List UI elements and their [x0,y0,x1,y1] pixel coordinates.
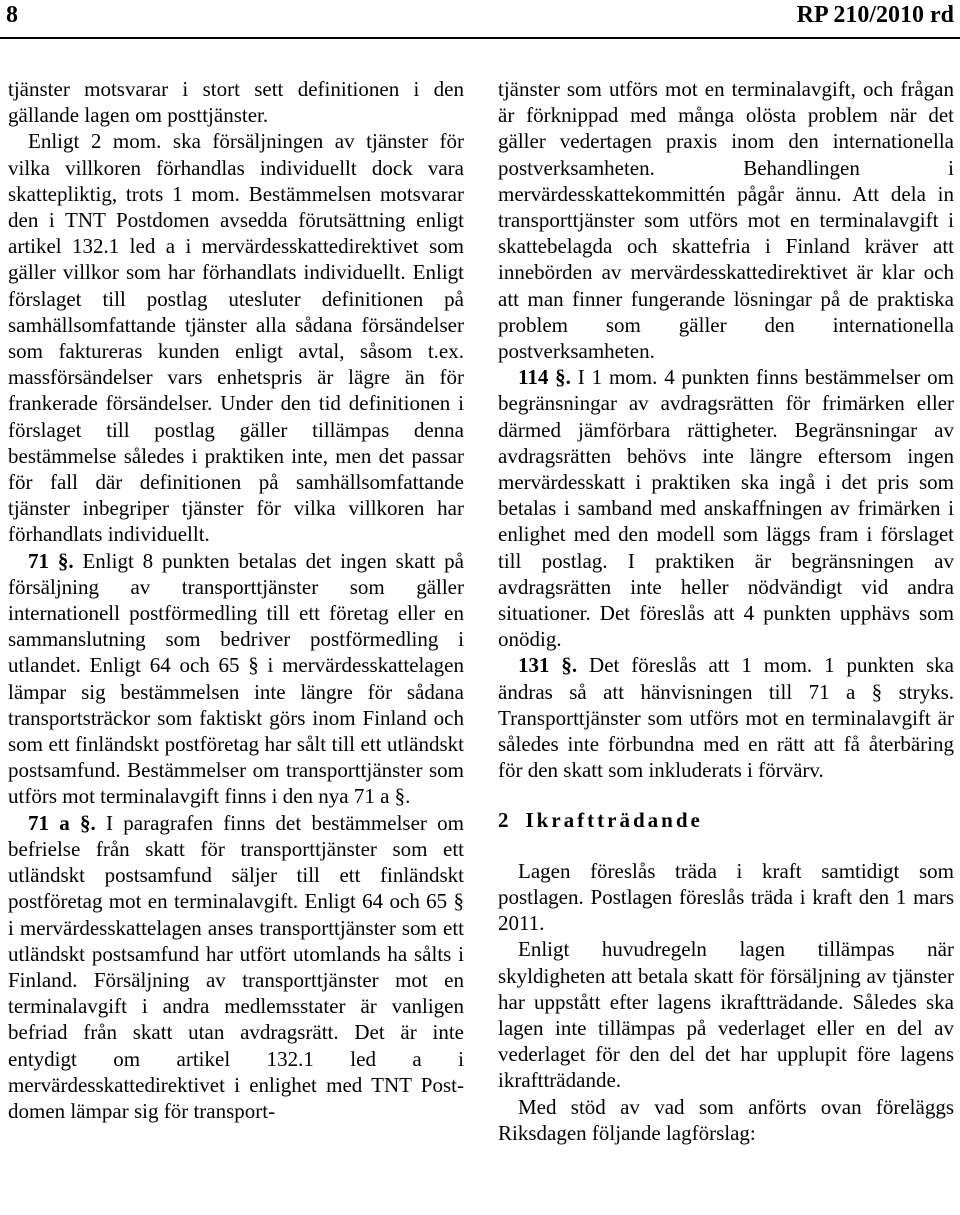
section-number: 131 §. [518,653,578,678]
paragraph-text: tjänster motsvarar i stort sett definitionen i den gällande lagen om posttjänster. [8,77,464,128]
paragraph [8,76,464,128]
paragraph-text: Det föreslås att 1 mom. 1 punkten ska ändras så att hänvisningen till 71 a § stryks. Transporttjänster som utförs mot en terminalavgift är således inte förbundna med en rätt att få återbäring för den skatt som inkluderats i förvärv. [498,653,955,783]
paragraph-text: I 1 mom. 4 punkten finns bestämmelser om begränsningar av avdragsrätten för frimärken eller därmed jämförbara rättigheter. Begränsningar av avdragsrätten behövs inte längre eftersom ingen mervärdesskatt i praktiken ska ingå i det pris som betalas i samband med anskaffningen av frimärken i enlighet med den modell som läggs fram i förslaget till postlag. I praktiken är begränsningen av avdragsrätten inte heller nödvändigt vid andra situationer. Det föreslås att 4 punkten upphävs som onödig. [498,365,954,652]
paragraph [498,936,954,1093]
paragraph [8,548,464,810]
paragraph-text: Enligt 2 mom. ska försäljningen av tjänster för vilka villkoren förhandlas individuellt dock vara skattepliktig, trots 1 mom. Bestämmelsen motsvarar den i TNT Postdomen avsedda förutsättning enligt artikel 132.1 led a i mervärdesskattedirektivet som gäller villkor som har förhandlats individuellt. Enligt förslaget till postlag utesluter definitionen på samhällsomfattande tjänster alla sådana försändelser som faktureras kunden enligt avtal, såsom t.ex. massförsändelser vars enhetspris är lägre än för frankerade försändelser. Under den tid definitionen i förslaget till postlag gäller tillämpas denna bestämmelse således i praktiken inte, men det passar för fall där definitionen på samhällsomfattande tjänster inbegriper tjänster för vilka villkoren har förhandlats individuellt. [8,129,464,547]
section-heading [498,807,954,833]
paragraph-text: Lagen föreslås träda i kraft samtidigt som postlagen. Postlagen föreslås träda i kraft den 1 mars 2011. [498,858,954,936]
right-column [498,76,954,1146]
paragraph-text: Med stöd av vad som anförts ovan föreläggs Riksdagen följande lagförslag: [498,1094,954,1145]
paragraph-text: I paragrafen finns det bestämmelser om befrielse från skatt för transporttjänster som ett utländskt postsamfund säljer till ett finländskt postföretag mot en terminalavgift. Enligt 64 och 65 § i mervärdesskattelagen anses transporttjänster som ett utländskt postsamfund har utfört utomlands ha sålts i Finland. Försäljning av transporttjänster mot en terminalavgift i andra medlemsstater är vanligen befriad från skatt utan avdragsrätt. Det är inte entydigt om artikel 132.1 led a i mervärdesskattedirektivet i enlighet med TNT Post-domen lämpar sig för transport- [8,810,464,1123]
paragraph-text: Enligt 8 punkten betalas det ingen skatt på försäljning av transporttjänster som gäller internationell postförmedling till ett företag eller en sammanslutning som bedriver postförmedling i utlandet. Enligt 64 och 65 § i mervärdesskattelagen lämpar sig bestämmelsen inte längre för sådana transportsträckor som faktiskt görs inom Finland och som ett finländskt postföretag har sålt till ett utländskt postsamfund. Bestämmelser om transporttjänster som utförs mot terminalavgift finns i den nya 71 a §. [8,548,464,809]
heading-number: 2 [498,808,512,833]
paragraph [498,364,954,652]
page-number: 8 [6,2,18,28]
paragraph-text: Enligt huvudregeln lagen tillämpas när skyldigheten att betala skatt för försäljning av tjänster har uppstått efter lagens ikraftträdande. Således ska lagen inte tillämpas på vederlaget eller en del av vederlaget för den del det har upplupit före lagens ikraftträdande. [498,937,954,1093]
header-rule [0,37,960,39]
paragraph [498,1094,954,1146]
paragraph [8,810,464,1124]
section-number: 71 a §. [28,810,96,835]
paragraph-text: tjänster som utförs mot en terminalavgift, och frågan är förknippad med många olösta problem när det gäller vedertagen praxis inom den internationella postverksamheten. Behandlingen i mervärdesskattekommittén pågår ännu. Att dela in transporttjänster som utförs mot en terminalavgift i skattebelagda och skattefria i Finland kräver att innebörden av mervärdesskattedirektivet är klar och att man finner fungerande lösningar på de praktiska problem som gäller den internationella postverksamheten. [498,77,954,364]
document-id: RP 210/2010 rd [796,2,954,28]
heading-title: Ikraftträdande [525,808,703,833]
page-header [0,0,960,34]
paragraph [8,128,464,547]
paragraph [498,858,954,937]
paragraph [498,652,954,783]
paragraph [498,76,954,364]
left-column [8,76,464,1124]
section-number: 71 §. [28,548,74,573]
section-number: 114 §. [518,365,571,390]
